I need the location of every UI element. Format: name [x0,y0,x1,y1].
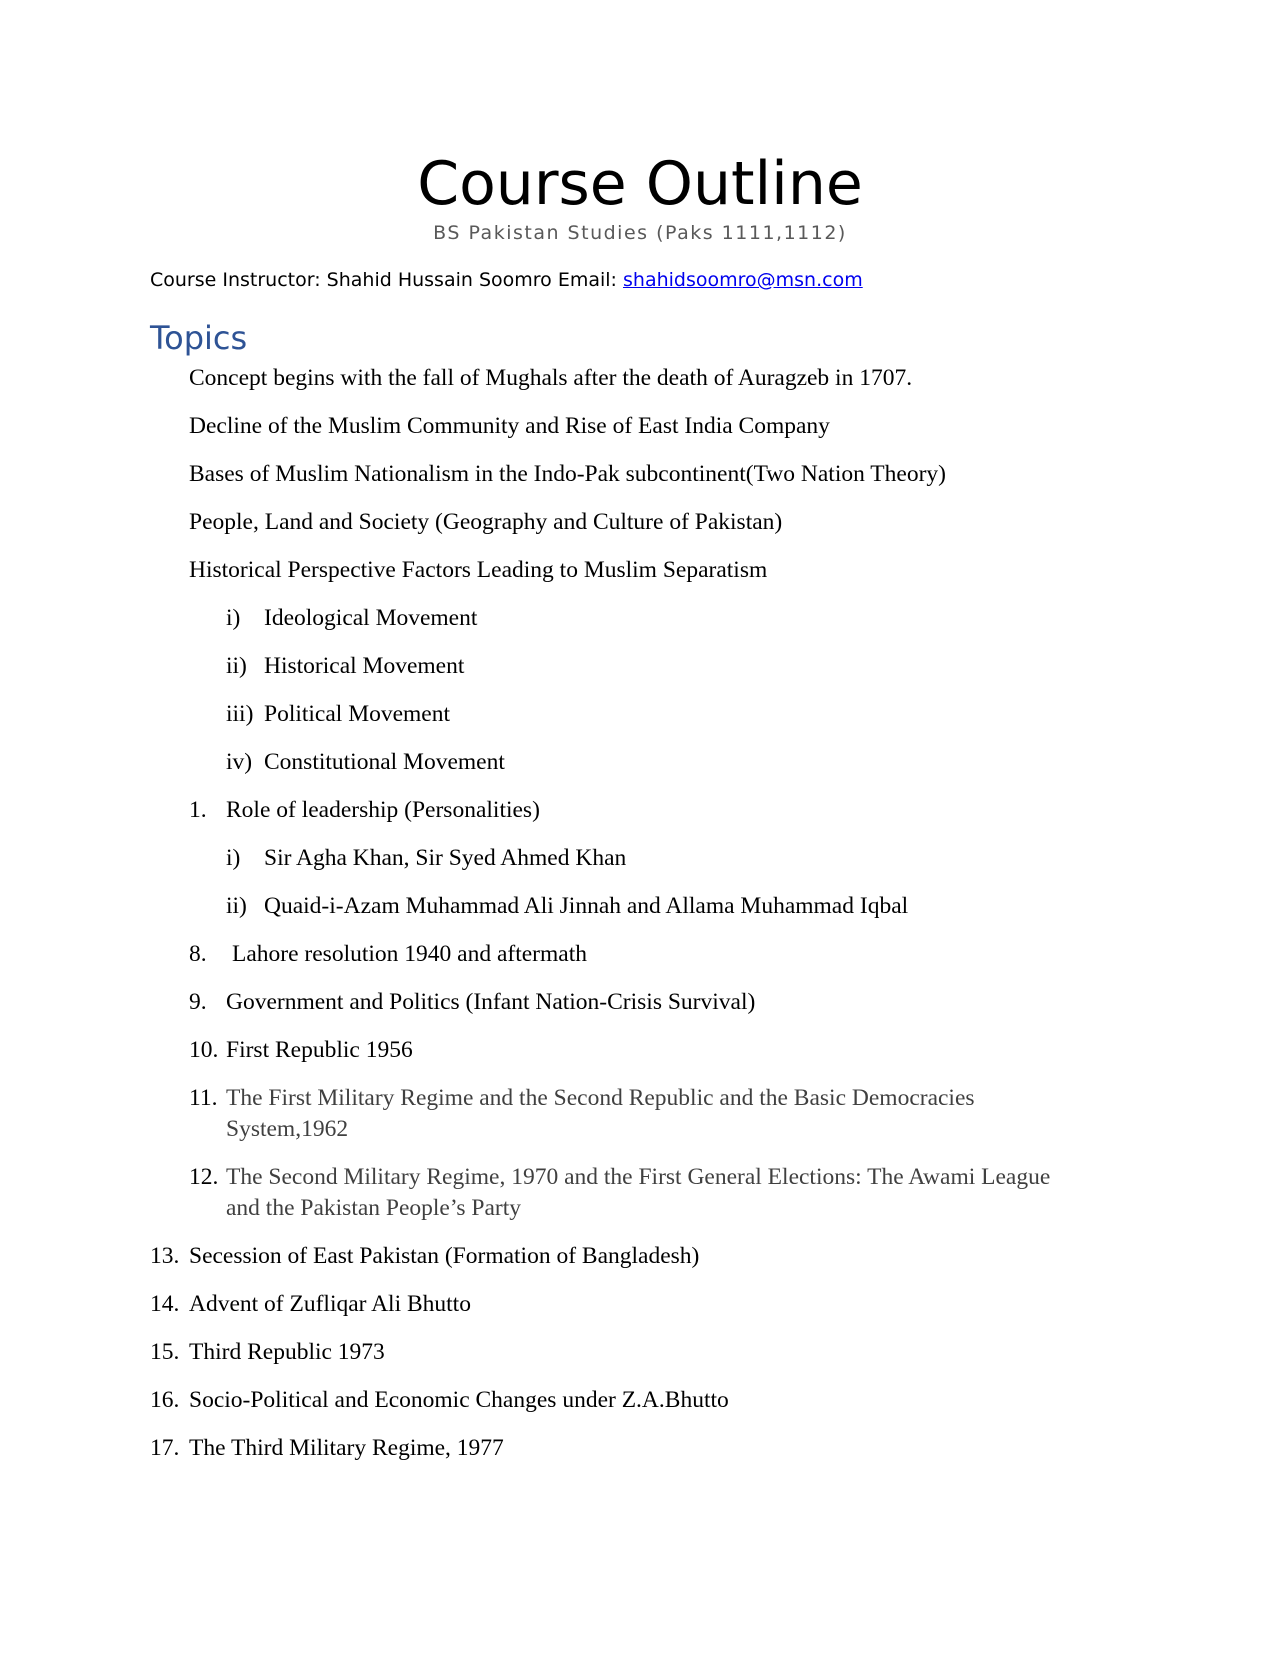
list-item-text: Quaid-i-Azam Muhammad Ali Jinnah and Allama Muhammad Iqbal [264,893,909,919]
topics-heading: Topics [150,319,248,357]
list-marker: 9. [189,989,207,1015]
list-item [150,1385,1050,1416]
list-marker: 17. [150,1435,180,1461]
list-item [189,795,989,826]
list-marker: ii) [226,653,247,679]
list-item-text: Socio-Political and Economic Changes under Z.A.Bhutto [189,1387,729,1413]
list-marker: 16. [150,1387,180,1413]
list-marker: i) [226,845,241,871]
list-marker: 11. [189,1085,218,1111]
list-item [150,1289,1050,1320]
list-marker: ii) [226,893,247,919]
list-item: Historical Perspective Factors Leading to Muslim Separatism [189,557,768,583]
list-item-text: Government and Politics (Infant Nation-Crisis Survival) [226,989,756,1015]
list-item [226,843,1026,874]
list-item [226,891,1026,922]
list-marker: i) [226,605,241,631]
list-marker: 15. [150,1339,180,1365]
list-item [150,1433,1050,1464]
list-item [150,1337,1050,1368]
list-item: Concept begins with the fall of Mughals after the death of Auragzeb in 1707. [189,365,913,391]
list-item [189,1035,989,1066]
instructor-label: Course Instructor: Shahid Hussain Soomro Email: [150,269,623,291]
list-item-text-continued: System,1962 [226,1116,349,1142]
list-item [189,939,989,970]
list-item-text-continued: and the Pakistan People’s Party [226,1195,522,1221]
page-subtitle: BS Pakistan Studies (Paks 1111,1112) [433,222,847,244]
instructor-line [150,267,863,293]
list-item-text: The First Military Regime and the Second Republic and the Basic Democracies [226,1085,975,1111]
page-title: Course Outline [417,149,863,219]
list-item [189,1162,1149,1224]
list-item [226,603,826,634]
list-marker: 14. [150,1291,180,1317]
list-item [226,747,826,778]
instructor-email-link[interactable]: shahidsoomro@msn.com [623,269,863,291]
list-item: People, Land and Society (Geography and Culture of Pakistan) [189,509,783,535]
list-item-text: Sir Agha Khan, Sir Syed Ahmed Khan [264,845,627,871]
list-item-text: Advent of Zufliqar Ali Bhutto [189,1291,471,1317]
list-item: Decline of the Muslim Community and Rise of East India Company [189,413,830,439]
list-marker: 10. [189,1037,219,1063]
list-item-text: The Third Military Regime, 1977 [189,1435,504,1461]
list-item [150,1241,1050,1272]
list-item-text: Ideological Movement [264,605,478,631]
list-marker: iv) [226,749,253,775]
list-marker: iii) [226,701,254,727]
list-item-text: Constitutional Movement [264,749,505,775]
list-item-text: Political Movement [264,701,451,727]
list-item [189,1083,1149,1145]
list-marker: 8. [189,941,207,967]
list-item-text: Historical Movement [264,653,465,679]
list-item-text: Role of leadership (Personalities) [226,797,540,823]
list-item-text: Third Republic 1973 [189,1339,385,1365]
list-item-text: The Second Military Regime, 1970 and the First General Elections: The Awami League [226,1164,1051,1190]
list-item-text: Lahore resolution 1940 and aftermath [232,941,587,967]
list-item [226,651,826,682]
list-item-text: First Republic 1956 [226,1037,413,1063]
list-item: Bases of Muslim Nationalism in the Indo-Pak subcontinent(Two Nation Theory) [189,461,946,487]
list-item-text: Secession of East Pakistan (Formation of Bangladesh) [189,1243,700,1269]
list-marker: 1. [189,797,207,823]
list-item [189,987,989,1018]
list-marker: 12. [189,1164,219,1190]
list-marker: 13. [150,1243,180,1269]
list-item [226,699,826,730]
